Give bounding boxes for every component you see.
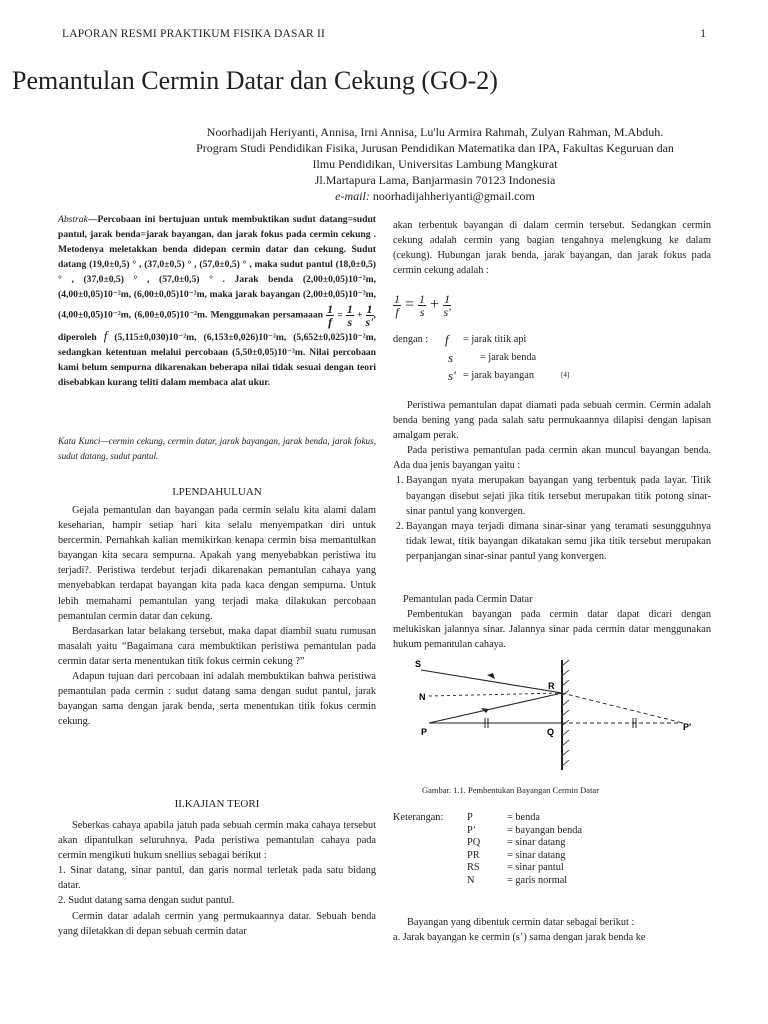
- abstract: Abstrak—Percobaan ini bertujuan untuk membuktikan sudut datang=sudut pantul, jarak benda=jarak bayangan, dan jarak fokus pada cermin cekung . Metodenya meletakkan benda didepan cermin datar dan cekung. Sudut datang (19,0±0,5) ° , (37,0±0,5) ° , (57,0±0,5) ° , maka sudut pantul (18,0±0,5) ° , (37,0±0,5) ° , (57,0±0,5) ° . Jarak benda (2,00±0,05)10⁻²m, (4,00±0,05)10⁻²m, (6,00±0,05)10⁻²m, maka jarak bayangan (2,00±0,05)10⁻²m, (4,00±0,05)10⁻²m, (6,00±0,05)10⁻²m. Menggunakan persamaaan $\frac{1}{f}$ = $\frac{1}{s}$ + $\frac{1}{s'}$ , diperoleh f (5,115±0,030)10⁻²m, (6,153±0,026)10⁻²m, (5,652±0,025)10⁻²m, sedangkan ketentuan melalui percobaan (5,50±0,05)10⁻²m. Nilai percobaan kami belum sempurna dikarenakan beberapa nilai tidak sesuai dengan teori disebabkan kurang teliti dalam membaca alat ukur.: [58, 214, 376, 388]
- flat-mirror-ray-diagram: [395, 656, 705, 774]
- theory-list-item-1: 1. Sinar datang, sinar pantul, dan garis normal terletak pada satu bidang datar.: [58, 865, 376, 892]
- extension-line: [562, 693, 683, 723]
- def-s: = jarak benda: [480, 352, 537, 363]
- intro-body: [58, 503, 376, 729]
- theory-paragraph-1: Seberkas cahaya apabila jatuh pada sebuah cermin maka cahaya tersebut akan dipantulkan seluruhnya. Pada peristiwa pemantulan cahaya pada cermin mengikuti hukum snellius sebagai berikut :: [58, 820, 376, 862]
- dengan-label: dengan :: [393, 334, 429, 345]
- equation-definitions: dengan : f = jarak titik api s = jarak benda s' = jarak bayangan [4]: [393, 332, 570, 383]
- image-types-list: [393, 473, 711, 564]
- running-header: LAPORAN RESMI PRAKTIKUM FISIKA DASAR II: [62, 28, 326, 40]
- page-number: 1: [700, 28, 706, 40]
- abstract-text-1: —Percobaan ini bertujuan untuk membuktikan sudut datang=sudut pantul, jarak benda=jarak bayangan, dan jarak fokus pada cermin cekung . Metodenya meletakkan benda didepan cermin datar dan cekung. Sudut datang (19,0±0,5) ° , (37,0±0,5) ° , (57,0±0,5) ° , maka sudut pantul (18,0±0,5) ° , (37,0±0,5) ° , (57,0±0,5) ° . Jarak benda (2,00±0,05)10⁻²m, (4,00±0,05)10⁻²m, (6,00±0,05)10⁻²m, maka jarak bayangan (2,00±0,05)10⁻²m, (4,00±0,05)10⁻²m, (6,00±0,05)10⁻²m. Menggunakan persamaaan: [58, 214, 376, 321]
- legend: [393, 812, 582, 887]
- normal-line: [429, 693, 562, 696]
- right-paragraph-3: Pada peristiwa pemantulan pada cermin akan muncul bayangan benda. Ada dua jenis bayangan yaitu :: [393, 445, 711, 472]
- arrow-RS: [487, 673, 495, 679]
- theory-list-item-2: 2. Sudut datang sama dengan sudut pantul.: [58, 895, 235, 907]
- figure-caption: Gambar. 1.1. Pembentukan Bayangan Cermin Datar: [422, 785, 600, 795]
- section-heading-intro: I.PENDAHULUAN: [172, 486, 262, 498]
- right-paragraph-2: Peristiwa pemantulan dapat diamati pada sebuah cermin. Cermin adalah benda bening yang pada salah satu permukaannya dilapisi dengan lapisan amalgam perak.: [393, 400, 711, 442]
- email-link[interactable]: noorhadijahheriyanti@gmail.com: [372, 189, 535, 203]
- right-body-1: [393, 398, 711, 564]
- abstract-text-2: , diperoleh: [58, 309, 376, 343]
- address-line: Jl.Martapura Lama, Banjarmasin 70123 Indonesia: [314, 173, 556, 187]
- flat-mirror-section: [393, 592, 711, 652]
- def-f: = jarak titik api: [463, 334, 527, 345]
- author-list: Noorhadijah Heriyanti, Annisa, Irni Annisa, Lu'lu Armira Rahmah, Zulyan Rahman, M.Abduh.: [206, 125, 664, 139]
- theory-paragraph-2: Cermin datar adalah cermin yang permukaannya datar. Sebuah benda yang diletakkan di depan sebuah cermin datar: [58, 910, 376, 937]
- intro-paragraph-2: Berdasarkan latar belakang tersebut, maka dapat diambil suatu rumusan masalah yaitu “Bagaimana cara membuktikan peristiwa pemantulan pada cermin datar serta menentukan titik fokus cermin cekung ?”: [58, 625, 376, 667]
- left-column: [58, 212, 376, 390]
- right-paragraph-4: Bayangan yang dibentuk cermin datar sebagai berikut :: [407, 917, 635, 928]
- email-label: e-mail:: [335, 189, 370, 203]
- ray-RS: [421, 670, 562, 693]
- section-heading-theory: II.KAJIAN TEORI: [174, 798, 260, 810]
- right-body-2: [393, 915, 711, 945]
- lens-equation-abstract: $\frac{1}{f}$: [327, 301, 334, 329]
- reference-4: [4]: [561, 371, 570, 379]
- email-line: [150, 188, 720, 204]
- intro-paragraph-3: Adapun tujuan dari percobaan ini adalah membuktikan bahwa peristiwa pemantulan pada cermin : sudut datang sama dengan sudut pantul, jarak bayangan sama dengan jarak benda, serta menentukan titik fokus cermin cekung.: [58, 671, 376, 728]
- label-P: P: [421, 727, 428, 737]
- right-paragraph-5: a. Jarak bayangan ke cermin (s’) sama dengan jarak benda ke: [393, 932, 646, 944]
- keywords: Kata Kunci—cermin cekung, cermin datar, jarak bayangan, jarak benda, jarak fokus, sudut datang, sudut pantul.: [58, 436, 376, 461]
- mirror-hatching: [562, 660, 569, 766]
- affiliation-line-2: Ilmu Pendidikan, Universitas Lambung Mangkurat: [312, 157, 558, 171]
- list-item: 1. Bayangan nyata merupakan bayangan yang terbentuk pada layar. Titik bayangan disebut sejati jika titik tersebut merupakan titik potong sinar-sinar pantul yang konvergen.: [406, 473, 711, 518]
- def-s-prime: = jarak bayangan: [463, 370, 534, 381]
- list-item: 2. Bayangan maya terjadi dimana sinar-sinar yang teramati sesungguhnya tidak lewat, titik bayangan dikatakan semu jika titik tersebut merupakan perpanjangan sinar-sinar pantul yang konvergen.: [406, 519, 711, 564]
- affiliation-line-1: Program Studi Pendidikan Fisika, Jurusan Pendidikan Matematika dan IPA, Fakultas Keguruan dan: [196, 141, 674, 155]
- ray-PR: [429, 693, 562, 723]
- abstract-label: Abstrak: [58, 214, 88, 225]
- flat-mirror-paragraph: Pembentukan bayangan pada cermin datar dapat dicari dengan melukiskan jalannya sinar. Jalannya sinar pada cermin datar menggunakan hukum pemantulan cahaya.: [393, 609, 711, 651]
- abstract-text-3: (5,115±0,030)10⁻²m, (6,153±0,026)10⁻²m, (5,652±0,025)10⁻²m, sedangkan ketentuan melalui percobaan (5,50±0,05)10⁻²m. Nilai percobaan kami belum sempurna dikarenakan beberapa nilai tidak sesuai dengan teori disebabkan kurang teliti dalam membaca alat ukur.: [58, 331, 376, 388]
- intro-paragraph-1: Gejala pemantulan dan bayangan pada cermin selalu kita alami dalam keseharian, hampir setiap hari kita selalu menyempatkan diri untuk bercermin. Pernahkah kalian memikirkan kenapa cermin bisa memantulkan bayangan kita secara sempurna. Apakah yang menyebabkan peristiwa itu terjadi?. Peristiwa terdebut terjadi dikarenakan pemantulan cahaya yang menyebabkan terdapat bayangan kita pada kaca dengan sempurna. Untuk lebih memahami pemantulan yang terjadi maka dilakukan percobaan pemantulan cermin datar dan cekung.: [58, 505, 376, 622]
- label-Q: Q: [547, 727, 555, 737]
- subsection-heading-flat-mirror: Pemantulan pada Cermin Datar: [403, 594, 533, 605]
- legend-label: Keterangan:: [393, 812, 444, 823]
- label-R: R: [548, 681, 555, 691]
- label-N: N: [419, 692, 426, 702]
- label-S: S: [415, 659, 422, 669]
- mirror-equation: $\frac{1}{f}$ = $\frac{1}{s}$ + $\frac{1}{s'}$: [394, 292, 451, 319]
- label-P-prime: P': [683, 722, 692, 732]
- legend-table: Keterangan: P = benda P’ = bayangan benda PQ = sinar datang PR = sinar datang RS = sinar pantul N = garis normal: [393, 812, 582, 886]
- right-intro-paragraph: akan terbentuk bayangan di dalam cermin tersebut. Sedangkan cermin cekung adalah cermin yang bagian tengahnya melengkung ke dalam (cekung). Hubungan jarak benda, jarak bayangan, dan jarak fokus pada cermin cekung adalah :: [393, 220, 711, 277]
- theory-body: [58, 818, 376, 939]
- paper-title: Pemantulan Cermin Datar dan Cekung (GO-2): [12, 66, 498, 95]
- author-block: [150, 124, 720, 204]
